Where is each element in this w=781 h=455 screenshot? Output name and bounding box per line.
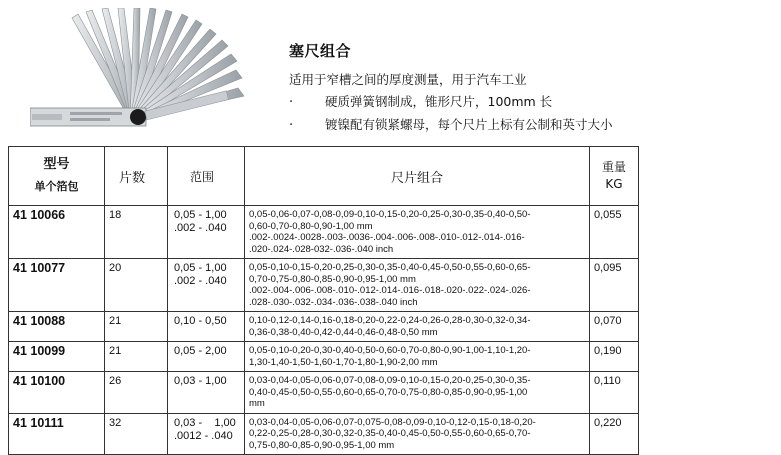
header-pieces: 片数 bbox=[105, 147, 168, 206]
blades-cell bbox=[245, 312, 590, 342]
range-cell: 0,10 - 0,50 bbox=[168, 312, 245, 342]
range-cell: 0,05 - 2,00 bbox=[168, 342, 245, 372]
spec-table bbox=[8, 146, 639, 455]
blade-sizes-line: 0,03-0,04-0,05-0,06-0,07-0,08-0,09-0,10-0,15-0,20-0,25-0,30-0,35- bbox=[249, 375, 531, 386]
weight-cell: 0,190 bbox=[590, 342, 639, 372]
blade-sizes-line: .028-.030-.032-.034-.036-.038-.040 inch bbox=[249, 296, 418, 308]
header-blades: 尺片组合 bbox=[245, 147, 590, 206]
range-cell: 0,05 - 1,00 .002 - .040 bbox=[168, 259, 245, 312]
pieces-cell: 18 bbox=[105, 206, 168, 259]
feeler-gauge-product-image bbox=[30, 8, 252, 136]
header-model: 型号 单个箔包 bbox=[9, 147, 105, 206]
model-cell: 41 10066 bbox=[9, 206, 105, 259]
table-row bbox=[9, 206, 639, 259]
blades-cell bbox=[245, 206, 590, 259]
blade-sizes-line: 0,22-0,25-0,28-0,30-0,32-0,35-0,40-0,45-0,50-0,55-0,60-0,65-0,70- bbox=[249, 428, 531, 439]
blade-sizes-line: 0,05-0,10-0,15-0,20-0,25-0,30-0,35-0,40-0,45-0,50-0,55-0,60-0,65- bbox=[249, 262, 531, 273]
table-row bbox=[9, 312, 639, 342]
blade-sizes-line: 0,03-0,04-0,05-0,06-0,07-0,075-0,08-0,09-0,10-0,12-0,15-0,18-0,20- bbox=[249, 416, 536, 428]
model-cell: 41 10100 bbox=[9, 372, 105, 414]
model-cell: 41 10111 bbox=[9, 413, 105, 455]
blades-cell bbox=[245, 342, 590, 372]
blade-sizes-line: .020-.024-.028-032-.036-.040 inch bbox=[249, 243, 394, 255]
blade-sizes-line: .002-.004-.006-.008-.010-.012-.014-.016-.018-.020-.022-.024-.026- bbox=[249, 285, 531, 296]
pieces-cell: 26 bbox=[105, 372, 168, 414]
blade-sizes-line: 0,10-0,12-0,14-0,16-0,18-0,20-0,22-0,24-0,26-0,28-0,30-0,32-0,34- bbox=[249, 315, 531, 326]
pieces-cell: 21 bbox=[105, 342, 168, 372]
bullet-icon: · bbox=[289, 118, 294, 133]
blade-sizes-line: 0,70-0,75-0,80-0,85-0,90-0,95-1,00 mm bbox=[249, 273, 416, 285]
bullet-icon: · bbox=[289, 95, 294, 110]
weight-cell: 0,220 bbox=[590, 413, 639, 455]
feature-item bbox=[289, 114, 769, 137]
range-cell: 0,03 - 1,00 .0012 - .040 bbox=[168, 413, 245, 455]
blade-sizes-line: 0,75-0,80-0,85-0,90-0,95-1,00 mm bbox=[249, 439, 395, 451]
feature-text: 硬质弹簧钢制成，锥形尺片，100mm 长 bbox=[324, 94, 553, 109]
header-range: 范围 bbox=[168, 147, 245, 206]
blade-sizes-line: 0,40-0,45-0,50-0,55-0,60-0,65-0,70-0,75-0,80-0,85-0,90-0,95-1,00 bbox=[249, 386, 528, 398]
model-cell: 41 10077 bbox=[9, 259, 105, 312]
blade-sizes-line: .002-.0024-.0028-.003-.0036-.004-.006-.008-.010-.012-.014-.016- bbox=[249, 232, 525, 243]
weight-cell: 0,110 bbox=[590, 372, 639, 414]
table-row bbox=[9, 259, 639, 312]
table-header-row bbox=[9, 147, 639, 206]
blade-sizes-line: 0,05-0,06-0,07-0,08-0,09-0,10-0,15-0,20-0,25-0,30-0,35-0,40-0,50- bbox=[249, 209, 531, 220]
range-cell: 0,03 - 1,00 bbox=[168, 372, 245, 414]
product-subtitle: 适用于窄槽之间的厚度测量，用于汽车工业 bbox=[289, 72, 527, 87]
blade-sizes-line: 0,05-0,10-0,20-0,30-0,40-0,50-0,60-0,70-0,80-0,90-1,00-1,10-1,20- bbox=[249, 345, 531, 356]
blade-sizes-line: 1,30-1,40-1,50-1,60-1,70-1,80-1,90-2,00 mm bbox=[249, 356, 438, 368]
product-title: 塞尺组合 bbox=[289, 42, 352, 60]
feature-text: 镀镍配有锁紧螺母，每个尺片上标有公制和英寸大小 bbox=[324, 117, 613, 132]
blades-cell bbox=[245, 372, 590, 414]
feature-item bbox=[289, 91, 769, 114]
weight-cell: 0,070 bbox=[590, 312, 639, 342]
lock-nut-icon bbox=[130, 109, 146, 125]
blades-cell bbox=[245, 413, 590, 455]
header-weight: 重量 KG bbox=[590, 147, 639, 206]
blade-sizes-line: 0,36-0,38-0,40-0,42-0,44-0,46-0,48-0,50 mm bbox=[249, 326, 438, 338]
pieces-cell: 32 bbox=[105, 413, 168, 455]
table-row bbox=[9, 413, 639, 455]
pieces-cell: 21 bbox=[105, 312, 168, 342]
blades-cell bbox=[245, 259, 590, 312]
table-row bbox=[9, 372, 639, 414]
weight-cell: 0,055 bbox=[590, 206, 639, 259]
blade-sizes-line: 0,60-0,70-0,80-0,90-1,00 mm bbox=[249, 220, 373, 232]
blade-sizes-line: mm bbox=[249, 398, 265, 409]
model-cell: 41 10099 bbox=[9, 342, 105, 372]
weight-cell: 0,095 bbox=[590, 259, 639, 312]
range-cell: 0,05 - 1,00 .002 - .040 bbox=[168, 206, 245, 259]
pieces-cell: 20 bbox=[105, 259, 168, 312]
table-row bbox=[9, 342, 639, 372]
product-description bbox=[289, 40, 769, 137]
model-cell: 41 10088 bbox=[9, 312, 105, 342]
